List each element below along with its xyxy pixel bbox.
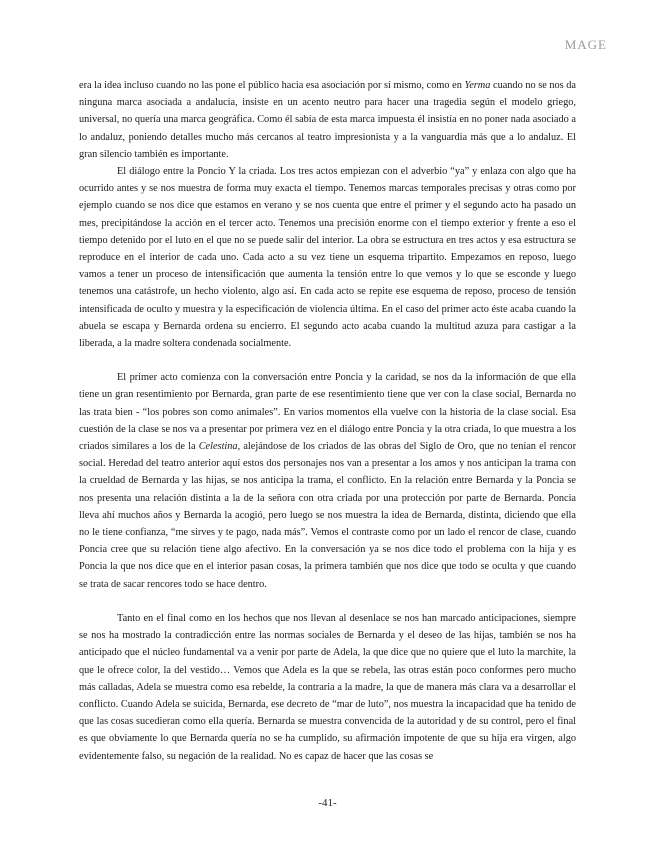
paragraph-4: Tanto en el final como en los hechos que nos llevan al desenlace se nos han marcado anticipaciones, siempre se nos ha mostrado la contradicción entre las normas sociales de Bernarda y el deseo de las hijas, también se nos ha anticipado que el núcleo fundamental va a venir por parte de Adela, la que dice que no quiere que el luto la marchite, la que le ofrece color, la del vestido… Vemos que Adela es la que se rebela, las otras están poco conformes pero mucho más calladas, Adela se muestra como esa rebelde, la contraria a la madre, la que de manera más clara va a desarrollar el conflicto. Cuando Adela se suicida, Bernarda, ese decreto de “mar de luto”, nos muestra la incapacidad que ha tenido de que las cosas sucedieran como ella quería. Bernarda se muestra convencida de la autoridad y de su control, pero el final es que obviamente lo que Bernarda quería no se ha cumplido, su afirmación impotente de que su hija era virgen, algo evidentemente falso, su negación de la realidad. No es capaz de hacer que las cosas se bbox=[79, 612, 576, 762]
article-body bbox=[79, 77, 576, 765]
page-number: -41- bbox=[318, 797, 337, 809]
paragraph-1: era la idea incluso cuando no las pone el público hacia esa asociación por sí mismo, como en Yerma cuando no se nos da ninguna marca asociada a andalucía, insiste en un acento neutro para hacer una tragedia según el modelo griego, universal, no quería una marca geográfica. Como él sabía de esta marca impuesta él insistía en no poner nada asociado a lo andaluz, poniendo detalles mucho más cercanos al teatro impresionista y a la vanguardia más que a lo andaluz. El gran silencio también es importante. bbox=[79, 80, 576, 160]
journal-header: MAGE bbox=[564, 37, 607, 52]
paragraph-3: El primer acto comienza con la conversación entre Poncia y la caridad, se nos da la información de que ella tiene un gran resentimiento por Bernarda, gran parte de ese resentimiento tiene que ver con la clase social, Bernarda no las trata bien - “los pobres son como animales”. En varios momentos ella vuelve con la historia de la clase social. Esa cuestión de la clase se nos va a presentar por primera vez en el diálogo entre Poncia y la otra criada, lo que muestra a los criados similares a los de la Celestina, alejándose de los criados de las obras del Siglo de Oro, que no tenían el rencor social. Heredad del teatro anterior aquí estos dos personajes nos van a presentar a los amos y nos anticipan la trama con la crueldad de Bernarda y las hijas, se nos anticipa la trama, el conflicto. En la relación entre Bernarda y la Poncia se nos presenta una relación distinta a la de la señora con otra criada por una protección por parte de Bernarda. Poncia lleva ahí muchos años y Bernarda la acogió, pero luego se nos muestra la idea de Bernarda, distinta, diciendo que ella no le tiene confianza, “me sirves y te pago, nada más”. Vemos el contraste como por un lado el rencor de clase, cuando Poncia cree que su relación tiene algo afectivo. En la conversación ya se nos dice todo el problema con la hija y es Poncia la que nos dice que en el interior pasan cosas, la primera también que nos dice que todo se oculta y que cuando se trata de sacar rencores todo se hace dentro. bbox=[79, 372, 576, 590]
paragraph-2: El diálogo entre la Poncio Y la criada. Los tres actos empiezan con el adverbio “ya” y enlaza con algo que ha ocurrido antes y se nos muestra de forma muy exacta el tiempo. Tenemos marcas temporales precisas y otras como por ejemplo cuando se nos dice que estamos en verano y se nos cuenta que entre el primer y el segundo acto ha pasado un mes, precipitándose la acción en el tercer acto. Tenemos una precisión enorme con el tiempo exterior y frente a eso el tiempo detenido por el luto en el que no se puede salir del interior. La obra se estructura en tres actos y esa estructura se reproduce en el interior de cada uno. Cada acto a su vez tiene un esquema tripartito. Empezamos en reposo, luego vamos a tener un proceso de intensificación que aumenta la tensión entre lo que vemos y lo que se esconde y luego tenemos una catástrofe, un hecho violento, algo así. En cada acto se repite ese esquema de reposo, proceso de tensión intensificada de oculto y muestra y la especificación de violencia última. En el caso del primer acto éste acaba cuando la abuela se escapa y Bernarda ordena su encierro. El segundo acto acaba cuando la multitud azuza para castigar a la liberada, a la madre soltera condenada socialmente. bbox=[79, 166, 576, 350]
italic-title: Celestina bbox=[198, 441, 238, 453]
italic-title: Yerma bbox=[464, 80, 491, 91]
